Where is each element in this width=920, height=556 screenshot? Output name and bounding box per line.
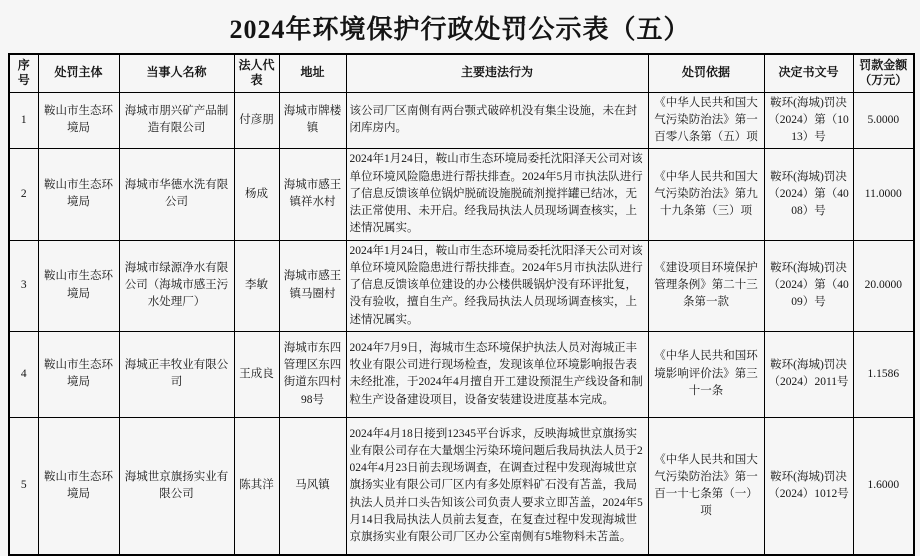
table-row bbox=[9, 92, 914, 149]
cell-fine: 1.1586 bbox=[853, 331, 914, 417]
cell-address: 海城市感王镇马圈村 bbox=[279, 240, 346, 331]
cell-party: 海城市朋兴矿产品制造有限公司 bbox=[119, 92, 234, 149]
cell-no: 5 bbox=[9, 417, 38, 555]
col-header-violation: 主要违法行为 bbox=[346, 54, 648, 92]
cell-no: 4 bbox=[9, 331, 38, 417]
cell-fine: 20.0000 bbox=[853, 240, 914, 331]
table-row bbox=[9, 417, 914, 555]
cell-party: 海城正丰牧业有限公司 bbox=[119, 331, 234, 417]
col-header-party: 当事人名称 bbox=[119, 54, 234, 92]
col-header-fine: 罚款金额（万元） bbox=[853, 54, 914, 92]
cell-legal-rep: 王成良 bbox=[234, 331, 279, 417]
cell-violation: 2024年4月18日接到12345平台诉求，反映海城世京旗扬实业有限公司存在大量烟尘污染环境问题后我局执法人员于2024年4月23日前去现场调查，在调查过程中发现海城世京旗扬实业有限公司厂区内有多处原料矿石没有苫盖，我局执法人员并口头告知该公司负责人要求立即苫盖，2024年5月14日我局执法人员前去复查，在复查过程中发现海城世京旗扬实业有限公司厂区办公室南侧有5堆物料未苫盖。 bbox=[346, 417, 648, 555]
cell-doc-no: 鞍环(海城)罚决（2024）1012号 bbox=[764, 417, 853, 555]
cell-basis: 《中华人民共和国大气污染防治法》第一百一十七条第（一）项 bbox=[648, 417, 764, 555]
cell-address: 海城市东四管理区东四街道东四村98号 bbox=[279, 331, 346, 417]
col-header-no: 序号 bbox=[9, 54, 38, 92]
header-row bbox=[9, 54, 914, 92]
penalty-table bbox=[8, 53, 915, 556]
col-header-legal-rep: 法人代表 bbox=[234, 54, 279, 92]
cell-legal-rep: 付彦朋 bbox=[234, 92, 279, 149]
cell-basis: 《中华人民共和国大气污染防治法》第九十九条第（三）项 bbox=[648, 149, 764, 240]
col-header-address: 地址 bbox=[279, 54, 346, 92]
cell-doc-no: 鞍环(海城)罚决（2024）第（4008）号 bbox=[764, 149, 853, 240]
cell-authority: 鞍山市生态环境局 bbox=[38, 92, 119, 149]
table-row bbox=[9, 331, 914, 417]
cell-party: 海城市华德水洗有限公司 bbox=[119, 149, 234, 240]
col-header-basis: 处罚依据 bbox=[648, 54, 764, 92]
cell-authority: 鞍山市生态环境局 bbox=[38, 240, 119, 331]
cell-doc-no: 鞍环(海城)罚决（2024）第（1013）号 bbox=[764, 92, 853, 149]
cell-legal-rep: 陈其洋 bbox=[234, 417, 279, 555]
cell-fine: 11.0000 bbox=[853, 149, 914, 240]
cell-address: 马风镇 bbox=[279, 417, 346, 555]
col-header-doc-no: 决定书文号 bbox=[764, 54, 853, 92]
page-title: 2024年环境保护行政处罚公示表（五） bbox=[229, 15, 691, 44]
cell-violation: 2024年7月9日，海城市生态环境保护执法人员对海城正丰牧业有限公司进行现场检查，发现该单位环境影响报告表未经批准，于2024年4月擅自开工建设预混生产线设备和制粒生产设备建设项目，设备安装建设进度基本完成。 bbox=[346, 331, 648, 417]
cell-authority: 鞍山市生态环境局 bbox=[38, 149, 119, 240]
cell-doc-no: 鞍环(海城)罚决（2024）第（4009）号 bbox=[764, 240, 853, 331]
cell-doc-no: 鞍环(海城)罚决（2024）2011号 bbox=[764, 331, 853, 417]
cell-authority: 鞍山市生态环境局 bbox=[38, 331, 119, 417]
cell-address: 海城市牌楼镇 bbox=[279, 92, 346, 149]
cell-fine: 5.0000 bbox=[853, 92, 914, 149]
cell-basis: 《中华人民共和国环境影响评价法》第三十一条 bbox=[648, 331, 764, 417]
cell-legal-rep: 杨成 bbox=[234, 149, 279, 240]
cell-no: 2 bbox=[9, 149, 38, 240]
cell-basis: 《中华人民共和国大气污染防治法》第一百零八条第（五）项 bbox=[648, 92, 764, 149]
cell-violation: 该公司厂区南侧有两台颚式破碎机没有集尘设施，未在封闭库房内。 bbox=[346, 92, 648, 149]
cell-party: 海城世京旗扬实业有限公司 bbox=[119, 417, 234, 555]
cell-legal-rep: 李敏 bbox=[234, 240, 279, 331]
table-row bbox=[9, 149, 914, 240]
cell-fine: 1.6000 bbox=[853, 417, 914, 555]
cell-basis: 《建设项目环境保护管理条例》第二十三条第一款 bbox=[648, 240, 764, 331]
cell-no: 1 bbox=[9, 92, 38, 149]
col-header-authority: 处罚主体 bbox=[38, 54, 119, 92]
cell-party: 海城市绿源净水有限公司（海城市感王污水处理厂） bbox=[119, 240, 234, 331]
cell-authority: 鞍山市生态环境局 bbox=[38, 417, 119, 555]
cell-no: 3 bbox=[9, 240, 38, 331]
document-page bbox=[0, 9, 920, 556]
table-row bbox=[9, 240, 914, 331]
cell-violation: 2024年1月24日，鞍山市生态环境局委托沈阳泽天公司对该单位环境风险隐患进行帮扶排查。2024年5月市执法队进行了信息反馈该单位锅炉脱硫设施脱硫剂搅拌罐已结冰，无法正常使用、未开启。经我局执法人员现场调查核实，上述情况属实。 bbox=[346, 149, 648, 240]
cell-violation: 2024年1月24日，鞍山市生态环境局委托沈阳泽天公司对该单位环境风险隐患进行帮扶排查。2024年5月市执法队进行了信息反馈该单位建设的办公楼供暖锅炉没有环评批复，没有验收，擅自生产。经我局执法人员现场调查核实，上述情况属实。 bbox=[346, 240, 648, 331]
cell-address: 海城市感王镇祥水村 bbox=[279, 149, 346, 240]
